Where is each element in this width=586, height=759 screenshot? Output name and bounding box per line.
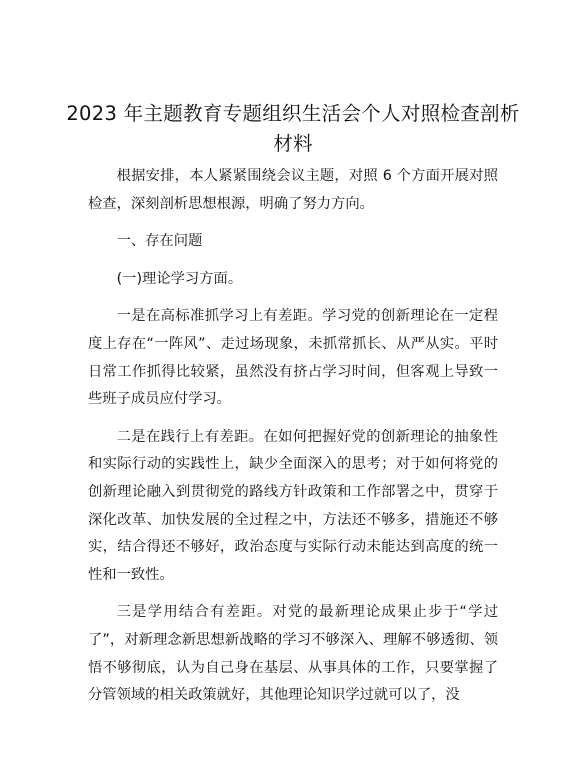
paragraph-point-2: 二是在践行上有差距。在如何把握好党的创新理论的抽象性和实际行动的实践性上，缺少全面深入的思考；对于如何将党的创新理论融入到贯彻党的路线方针政策和工作部署之中，贯穿于深化改革、加快发展的全过程之中，方法还不够多，措施还不够实，结合得还不够好，政治态度与实际行动未能达到高度的统一性和一致性。 (88, 428, 498, 583)
document-body (88, 163, 498, 720)
paragraph-point-3: 三是学用结合有差距。对党的最新理论成果止步于“学过了”，对新理念新思想新战略的学习不够深入、理解不够透彻、领悟不够彻底，认为自己身在基层、从事具体的工作，只要掌握了分管领域的相关政策就好，其他理论知识学过就可以了，没 (88, 604, 498, 704)
document-title: 2023 年主题教育专题组织生活会个人对照检查剖析材料 (66, 102, 520, 155)
paragraph-point-1: 一是在高标准抓学习上有差距。学习党的创新理论在一定程度上存在“一阵风”、走过场现象，未抓常抓长、从严从实。平时日常工作抓得比较紧，虽然没有挤占学习时间，但客观上导致一些班子成员应付学习。 (88, 308, 498, 408)
subsection-heading: (一)理论学习方面。 (116, 270, 243, 287)
section-heading: 一、存在问题 (116, 233, 203, 250)
paragraph-intro: 根据安排，本人紧紧围绕会议主题，对照 6 个方面开展对照检查，深刻剖析思想根源，明确了努力方向。 (88, 168, 498, 212)
